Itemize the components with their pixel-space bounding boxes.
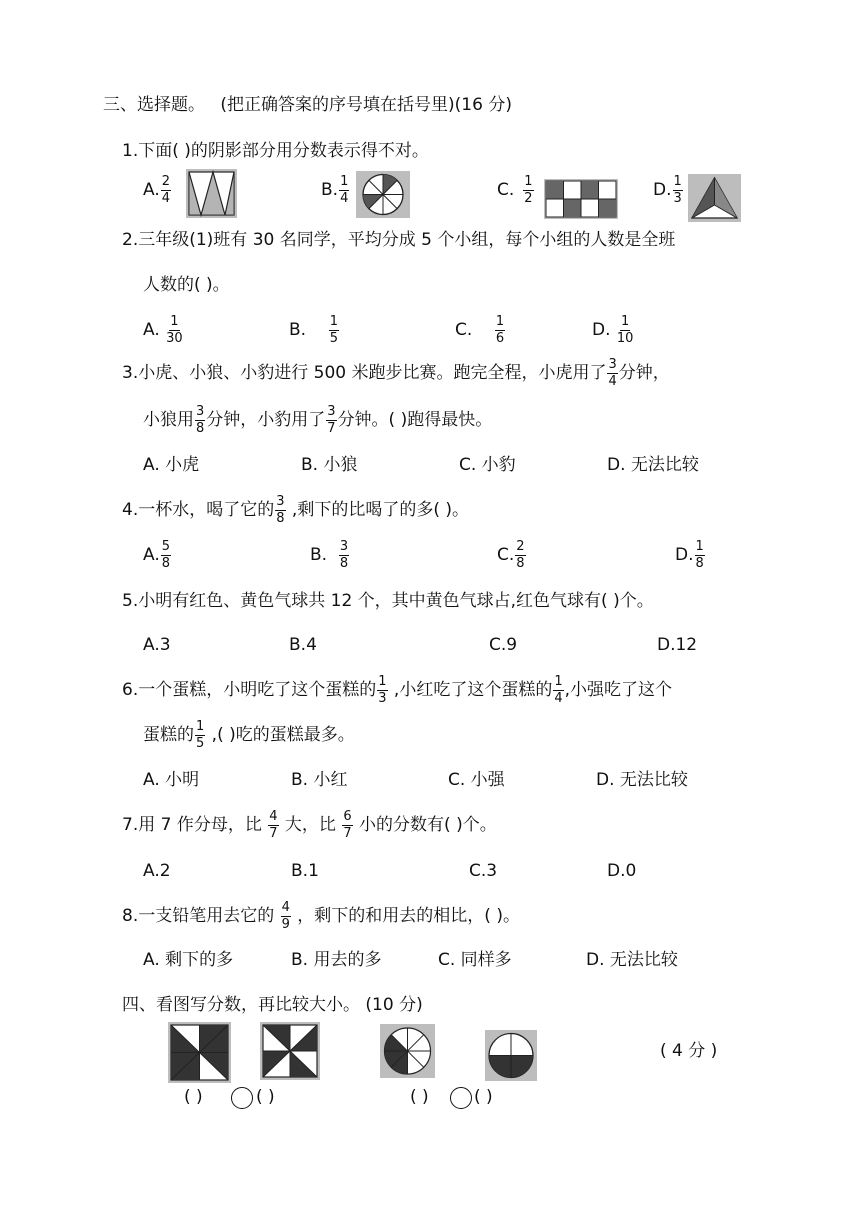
fraction: $\frac{2}{8}$: [516, 539, 525, 571]
question-3-line-2: 小狼用 $\frac{3}{8}$ 分钟，小豹用了 $\frac{3}{7}$ 分钟。( )跑得最快。: [143, 404, 493, 436]
fraction: $\frac{1}{10}$: [616, 314, 634, 346]
fraction: $\frac{6}{7}$: [343, 809, 352, 841]
q1-figure-b-circle: [356, 171, 410, 218]
q6-option-d: D. 无法比较: [596, 770, 688, 790]
q1-figure-a-zigzag: [186, 169, 237, 218]
fraction: $\frac{1}{6}$: [495, 314, 505, 346]
q1-option-a: A. $\frac{2}{4}$: [143, 174, 171, 206]
q1-figure-c-grid: [544, 179, 618, 219]
section-4-blank-2[interactable]: ( ): [256, 1087, 275, 1107]
question-2-line-2: 人数的( )。: [143, 275, 230, 295]
section-4-figure-square-2: [260, 1022, 320, 1080]
q1-option-b: B. $\frac{1}{4}$: [321, 174, 349, 206]
section-3-header: [103, 97, 512, 114]
q1-figure-d-triangle: [688, 174, 741, 222]
q4-option-b: B. $\frac{3}{8}$: [310, 539, 349, 571]
fraction: $\frac{3}{7}$: [327, 404, 336, 436]
q3-option-c: C. 小豹: [459, 455, 516, 475]
q7-option-a: A.2: [143, 861, 171, 881]
question-1-stem: 1.下面( )的阴影部分用分数表示得不对。: [122, 141, 429, 161]
question-3-line-1: 3.小虎、小狼、小豹进行 500 米跑步比赛。跑完全程，小虎用了 $\frac{3}{4}$ 分钟，: [122, 357, 670, 389]
section-4-points: ( 4 分 ): [660, 1041, 718, 1061]
fraction: $\frac{3}{8}$: [196, 404, 205, 436]
fraction: $\frac{4}{7}$: [269, 809, 278, 841]
fraction: $\frac{1}{8}$: [695, 539, 704, 571]
q7-option-b: B.1: [291, 861, 319, 881]
q4-option-d: D. $\frac{1}{8}$: [675, 539, 704, 571]
q7-option-d: D.0: [607, 861, 637, 881]
q2-option-c: C. $\frac{1}{6}$: [455, 314, 505, 346]
section-4-figure-circle-1: [380, 1024, 435, 1078]
fraction: $\frac{1}{3}$: [673, 174, 682, 206]
section-3-title: 三、选择题。: [103, 95, 205, 115]
fraction: $\frac{1}{3}$: [378, 674, 387, 706]
question-4-stem: 4.一杯水，喝了它的 $\frac{3}{8}$ ,剩下的比喝了的多( )。: [122, 494, 469, 526]
q5-option-c: C.9: [489, 635, 518, 655]
section-4-figure-square-1: [168, 1022, 231, 1083]
q3-option-b: B. 小狼: [301, 455, 358, 475]
fraction: $\frac{5}{8}$: [161, 539, 171, 571]
fraction: $\frac{1}{30}$: [166, 314, 183, 346]
fraction: $\frac{1}{5}$: [329, 314, 338, 346]
section-4-figure-circle-2: [485, 1030, 537, 1081]
fraction: $\frac{3}{8}$: [276, 494, 285, 526]
q2-option-d: D. $\frac{1}{10}$: [592, 314, 634, 346]
compare-circle-2[interactable]: [450, 1087, 472, 1109]
fraction: $\frac{1}{5}$: [196, 719, 205, 751]
q3-option-d: D. 无法比较: [607, 455, 699, 475]
fraction: $\frac{1}{2}$: [524, 174, 533, 206]
q5-option-a: A.3: [143, 635, 171, 655]
question-2-line-1: 2.三年级(1)班有 30 名同学，平均分成 5 个小组，每个小组的人数是全班: [122, 230, 676, 250]
compare-circle-1[interactable]: [231, 1087, 253, 1109]
fraction: $\frac{1}{4}$: [554, 674, 563, 706]
q8-option-d: D. 无法比较: [586, 950, 678, 970]
q6-option-c: C. 小强: [448, 770, 505, 790]
fraction: $\frac{3}{4}$: [608, 357, 617, 389]
q1-option-c: C. $\frac{1}{2}$: [497, 174, 533, 206]
section-4-blank-1[interactable]: ( ): [184, 1087, 203, 1107]
section-4-blank-3[interactable]: ( ): [410, 1087, 429, 1107]
question-8-stem: 8.一支铅笔用去它的 $\frac{4}{9}$ ，剩下的和用去的相比，( )。: [122, 900, 520, 932]
q2-option-b: B. $\frac{1}{5}$: [289, 314, 338, 346]
q8-option-b: B. 用去的多: [291, 950, 382, 970]
q8-option-a: A. 剩下的多: [143, 950, 234, 970]
fraction: $\frac{1}{4}$: [340, 174, 349, 206]
question-7-stem: 7.用 7 作分母，比 $\frac{4}{7}$ 大，比 $\frac{6}{7}$ 小的分数有( )个。: [122, 809, 497, 841]
q2-option-a: A. $\frac{1}{30}$: [143, 314, 183, 346]
q1-option-d: D. $\frac{1}{3}$: [653, 174, 682, 206]
section-4-blank-4[interactable]: ( ): [474, 1087, 493, 1107]
q4-option-a: A. $\frac{5}{8}$: [143, 539, 171, 571]
section-3-note: (把正确答案的序号填在括号里)(16 分): [220, 95, 512, 115]
question-5-stem: 5.小明有红色、黄色气球共 12 个，其中黄色气球占,红色气球有( )个。: [122, 591, 654, 611]
q6-option-a: A. 小明: [143, 770, 200, 790]
q5-option-d: D.12: [657, 635, 698, 655]
q5-option-b: B.4: [289, 635, 317, 655]
section-4-title: 四、看图写分数，再比较大小。 (10 分): [122, 995, 423, 1015]
q6-option-b: B. 小红: [291, 770, 348, 790]
q3-option-a: A. 小虎: [143, 455, 200, 475]
q8-option-c: C. 同样多: [438, 950, 512, 970]
fraction: $\frac{4}{9}$: [281, 900, 290, 932]
fraction: $\frac{3}{8}$: [339, 539, 349, 571]
fraction: $\frac{2}{4}$: [161, 174, 171, 206]
q4-option-c: C. $\frac{2}{8}$: [497, 539, 525, 571]
question-6-line-1: 6.一个蛋糕，小明吃了这个蛋糕的 $\frac{1}{3}$ ,小红吃了这个蛋糕的 $\frac{1}{4}$ ,小强吃了这个: [122, 674, 673, 706]
question-6-line-2: 蛋糕的 $\frac{1}{5}$ ,( )吃的蛋糕最多。: [143, 719, 355, 751]
q7-option-c: C.3: [469, 861, 498, 881]
